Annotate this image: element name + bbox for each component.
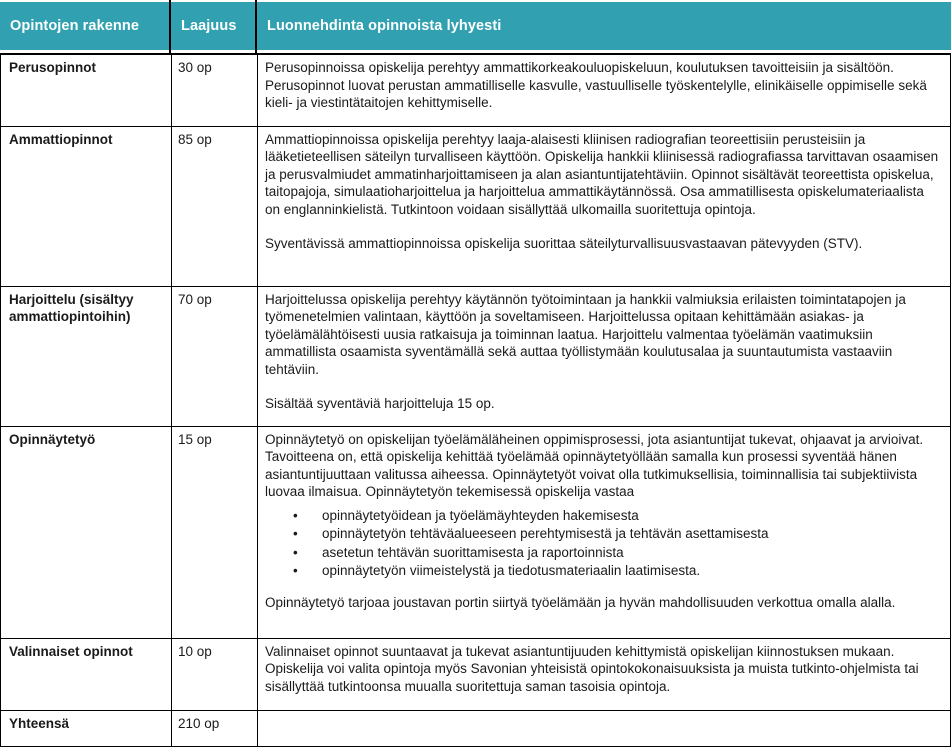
header-fill [171, 2, 255, 50]
table-row-harjoittelu [1, 286, 951, 426]
row-credits: 210 op [172, 710, 258, 746]
table-row-perusopinnot [1, 55, 951, 126]
row-description [258, 55, 951, 126]
row-credits: 30 op [172, 55, 258, 126]
table-row-opinnaytetyo [1, 426, 951, 638]
row-name: Valinnaiset opinnot [1, 638, 172, 710]
description-paragraph: Sisältää syventäviä harjoitteluja 15 op. [265, 396, 495, 411]
row-credits: 85 op [172, 126, 258, 286]
row-credits: 15 op [172, 426, 258, 638]
row-name: Harjoittelu (sisältyy ammattiopintoihin) [1, 286, 172, 426]
table-row-valinnaiset [1, 638, 951, 710]
row-name: Perusopinnot [1, 55, 172, 126]
thesis-task-list [265, 507, 942, 580]
row-description [258, 126, 951, 286]
row-credits: 70 op [172, 286, 258, 426]
description-closing-paragraph: Opinnäytetyö tarjoaa joustavan portin siirtyä työelämään ja hyvän mahdollisuuden verkottua omalla alalla. [265, 594, 896, 610]
table-header-row [0, 0, 951, 55]
column-header-credits: Laajuus [181, 18, 237, 34]
list-item: • opinnäytetyön tehtäväalueeseen perehtymisestä ja tehtävän asettamisesta [293, 525, 942, 543]
row-description-empty [258, 710, 951, 746]
study-structure-table [0, 55, 951, 747]
row-name: Opinnäytetyö [1, 426, 172, 638]
column-header-description: Luonnehdinta opinnoista lyhyesti [267, 18, 502, 34]
header-cell-credits [171, 0, 257, 53]
header-cell-structure [0, 0, 171, 53]
column-header-structure: Opintojen rakenne [10, 18, 139, 34]
table-row-yhteensa [1, 710, 951, 746]
table-row-ammattiopinnot [1, 126, 951, 286]
row-name: Ammattiopinnot [1, 126, 172, 286]
row-name: Yhteensä [1, 710, 172, 746]
header-cell-description [257, 0, 951, 53]
description-paragraph: Ammattiopinnoissa opiskelija perehtyy laaja-alaisesti kliinisen radiografian teoreettisiin perusteisiin ja lääketieteellisen säteilyn turvalliseen käyttöön. Opiskelija hankkii kliinisessä radiografiassa tarvittavan osaamisen ja perusvalmiudet ammatinharjoittamiseen ja alan asiantuntijatehtäviin. Opinnot sisältävät teoreettista opiskelua, taitopajoja, simulaatioharjoittelua ja harjoittelua ammattikäytännössä. Osa ammatillisesta opiskelumateriaalista on englanninkielistä. Tutkintoon voidaan sisällyttää ulkomailla suoritettuja opintoja. [265, 131, 939, 217]
list-item: • opinnäytetyöidean ja työelämäyhteyden hakemisesta [293, 507, 942, 525]
description-paragraph: Syventävissä ammattiopinnoissa opiskelija suorittaa säteilyturvallisuusvastaavan pätevyyden (STV). [265, 236, 863, 251]
description-paragraph: Opinnäytetyö on opiskelijan työelämäläheinen oppimisprosessi, jota asiantuntijat tukevat, ohjaavat ja arvioivat. Tavoitteena on, että opiskelija kehittää työelämää opinnäytetyöllään samalla kun prosessi syventää hänen asiantuntijuuttaan valitussa aiheessa. Opinnäytetyöt voivat olla tutkimuksellisia, toiminnallisia tai subjektiivista luovaa ilmaisua. Opinnäytetyön tekemisessä opiskelija vastaa [265, 431, 924, 499]
row-description [258, 638, 951, 710]
list-item: • opinnäytetyön viimeistelystä ja tiedotusmateriaalin laatimisesta. [293, 562, 942, 580]
list-item: • asetetun tehtävän suorittamisesta ja raportoinnista [293, 544, 942, 562]
row-description [258, 426, 951, 638]
description-paragraph: Valinnaiset opinnot suuntaavat ja tukevat asiantuntijuuden kehittymistä opiskelijan kiinnostuksen mukaan. Opiskelija voi valita opintoja myös Savonian yhteisistä opintokokonaisuuksista ja muista tutkinto-ohjelmista tai sisällyttää tutkintoonsa muualla suoritettuja saman tasoisia opintoja. [265, 643, 919, 694]
row-description [258, 286, 951, 426]
header-fill [0, 2, 169, 50]
description-paragraph: Perusopinnoissa opiskelija perehtyy ammattikorkeakouluopiskeluun, koulutuksen tavoitteisiin ja sisältöön. Perusopinnot luovat perustan ammatilliselle kasvulle, vastuulliselle työskentelylle, elinikäiselle oppimiselle sekä kieli- ja viestintätaitojen kehittymiselle. [265, 60, 927, 110]
row-credits: 10 op [172, 638, 258, 710]
header-fill [257, 2, 951, 50]
description-paragraph: Harjoittelussa opiskelija perehtyy käytännön työtoimintaan ja hankkii valmiuksia erilaisten toimintatapojen ja työmenetelmien valintaan, käyttöön ja soveltamiseen. Harjoittelussa opitaan kehittämään asiakas- ja työelämälähtöisesti uusia ratkaisuja ja toiminnan laatua. Harjoittelu valmentaa työelämän vaatimuksiin ammatillista osaamista syventämällä sekä auttaa työllistymään koulutusalaa ja suuntautumista vastaaviin tehtäviin. [265, 291, 906, 377]
